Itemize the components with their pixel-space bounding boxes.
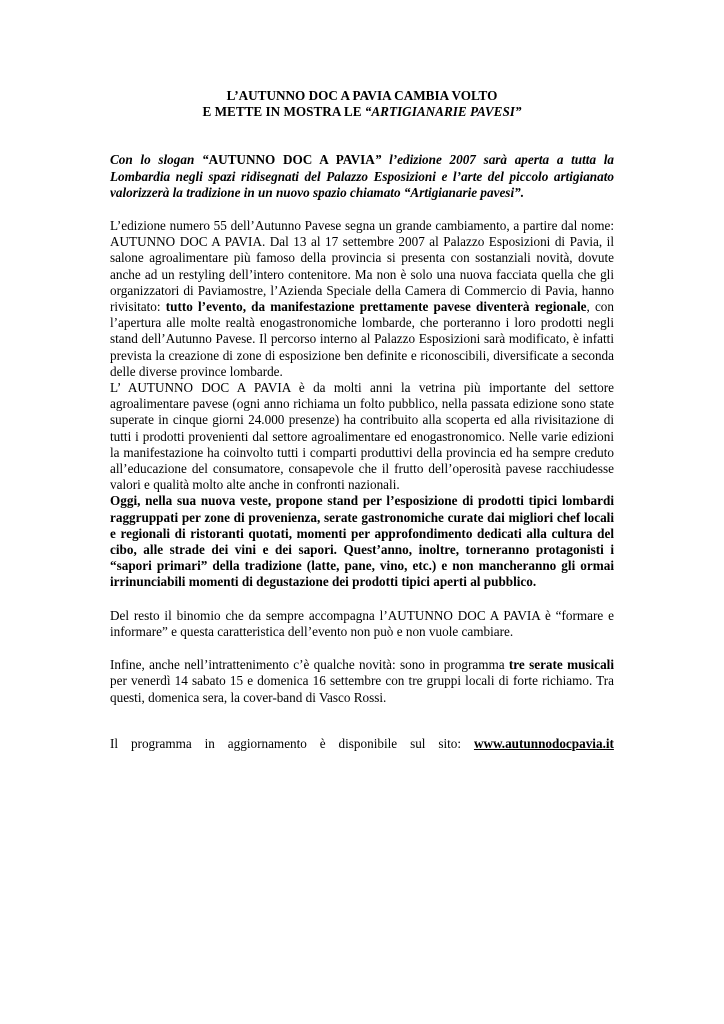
lead-slogan: AUTUNNO DOC A PAVIA [208,152,375,168]
paragraph-today-bold: Oggi, nella sua nuova veste, propone stand per l’esposizione di prodotti tipici lombardi raggruppati per zone di provenienza, serate gastronomiche curate dai migliori chef locali e regionali di ristoranti quotati, momenti per approfondimento dedicati alla cultura del cibo, alle strade dei vini e dei sapori. Quest’anno, inoltre, torneranno protagonisti i “sapori primari” della tradizione (latte, pane, vino, etc.) e non mancheranno gli ormai irrinunciabili momenti di degustazione dei prodotti tipici aperti al pubblico. [110,493,614,590]
footer-word: aggiornamento [227,735,307,751]
paragraph-entertainment-text-2: per venerdì 14 sabato 15 e domenica 16 settembre con tre gruppi locali di forte richiamo. Tra questi, domenica sera, la cover-band di Vasco Rossi. [110,673,614,705]
paragraph-binomio: Del resto il binomio che da sempre accompagna l’AUTUNNO DOC A PAVIA è “formare e informare” e questa caratteristica dell’evento non può e non vuole cambiare. [110,607,614,639]
website-link[interactable]: www.autunnodocpavia.it [473,735,614,751]
title-line-2-prefix: E METTE IN MOSTRA LE [202,104,365,120]
lead-text-2: ” l’edizione 2007 sarà aperta a tutta la Lombardia negli spazi ridisegnati del Palazzo Esposizioni e l’arte del piccolo artigianato valorizzerà la tradizione in un nuovo spazio chiamato “Artigianarie pavesi”. [110,152,614,200]
title-line-2 [110,104,614,120]
paragraph-edition-text-1: L’edizione numero 55 dell’Autunno Pavese segna un grande cambiamento, a partire dal nome: AUTUNNO DOC A PAVIA. Dal 13 al 17 settembre 2007 al Palazzo Esposizioni di Pavia, il salone agroalimentare più famoso della provincia si presenta con sostanziali novità, dovute anche ad un restyling dell’intero contenitore. Ma non è solo una nuova facciata quella che gli organizzatori di Paviamostre, l’Azienda Speciale della Camera di Commercio di Pavia, hanno rivisitato: [110,218,614,315]
footer-word: Il [110,735,119,751]
program-website-line [110,736,614,752]
lead-text-1: Con lo slogan “ [110,152,209,168]
title-line-1: L’AUTUNNO DOC A PAVIA CAMBIA VOLTO [226,88,498,103]
paragraph-entertainment-text-1: Infine, anche nell’intrattenimento c’è qualche novità: sono in programma [110,657,509,673]
document-title [110,88,614,120]
footer-word: programma [130,735,192,751]
paragraph-edition-bold: tutto l’evento, da manifestazione prettamente pavese diventerà regionale [165,299,587,315]
paragraph-edition-text-2: , con l’apertura alle molte realtà enogastronomiche lombarde, che porteranno i loro prodotti negli stand dell’Autunno Pavese. Il percorso interno al Palazzo Esposizioni sarà modificato, è infatti prevista la creazione di zone di esposizione ben definite e riconoscibili, diversificate a seconda delle diverse province lombarde. [110,299,614,379]
footer-word: in [204,735,215,751]
lead-paragraph [110,152,614,201]
footer-word: è [319,735,326,751]
paragraph-history: L’ AUTUNNO DOC A PAVIA è da molti anni la vetrina più importante del settore agroalimentare pavese (ogni anno richiama un folto pubblico, nella passata edizione sono state superate in cinque giorni 24.000 presenze) ha contribuito alla scoperta ed alla rivisitazione di tutti i prodotti provenienti dal settore agroalimentare ed enogastronomico. Nelle varie edizioni la manifestazione ha coinvolto tutti i comparti produttivi della provincia ed ha sempre creduto all’educazione del consumatore, consapevole che il frutto dell’operosità pavese racchiudesse valori e qualità molto alte anche in confronti nazionali. [110,380,614,493]
footer-word: disponibile [338,735,398,751]
paragraph-entertainment [110,657,614,706]
press-release-document [110,88,614,752]
paragraph-edition [110,218,614,380]
footer-word: sul [410,735,426,751]
paragraph-today [110,493,614,590]
title-line-2-italic: “ARTIGIANARIE PAVESI” [364,104,522,120]
footer-word: sito: [438,735,462,751]
paragraph-entertainment-bold: tre serate musicali [508,657,614,673]
